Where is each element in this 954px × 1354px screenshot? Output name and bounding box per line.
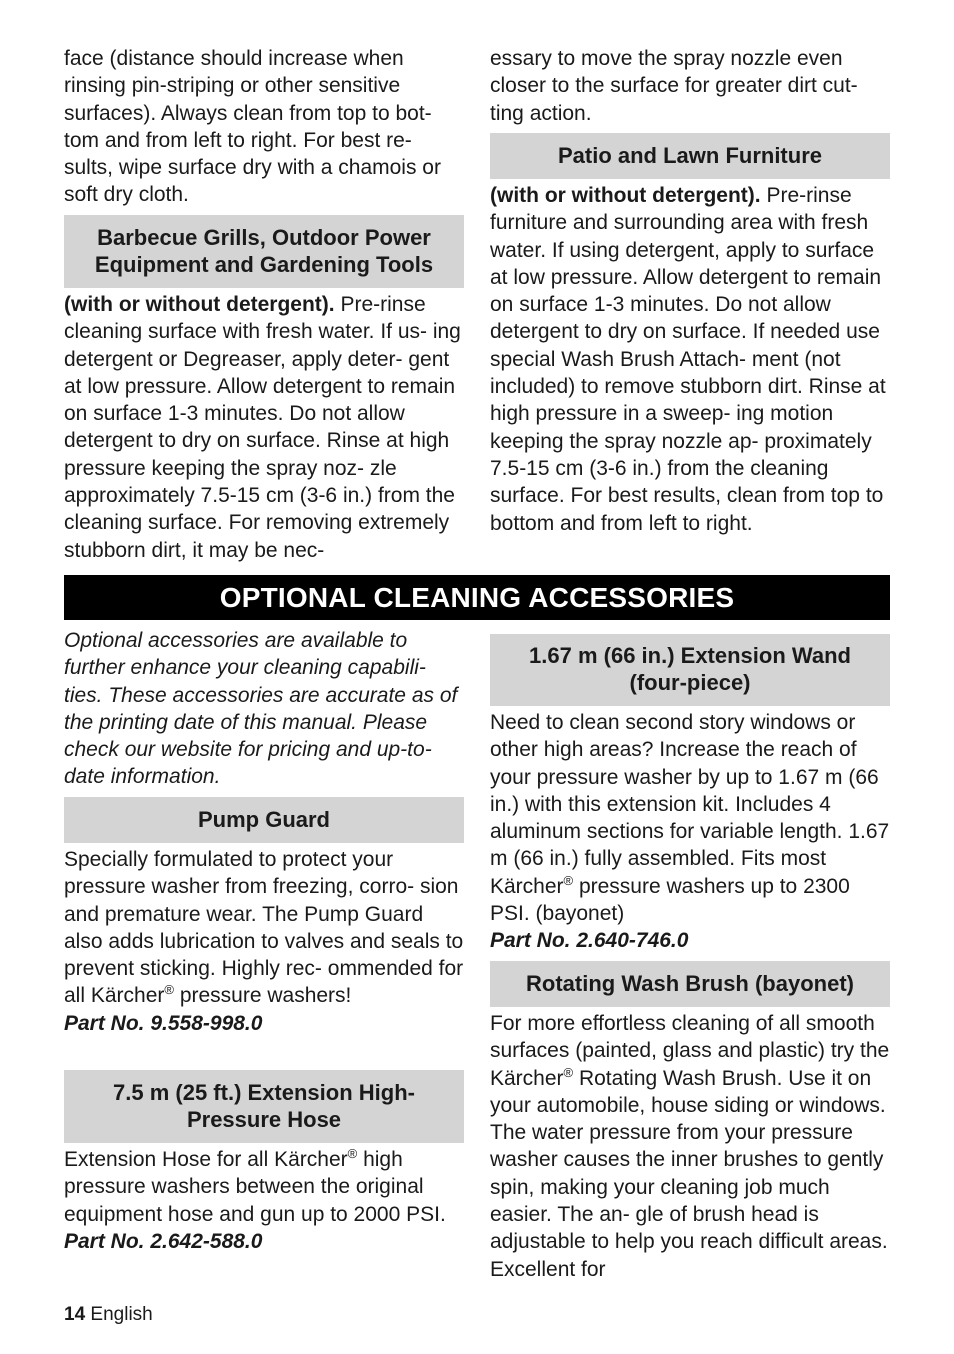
intro-paragraph: Optional accessories are available to further enhance your cleaning capabili- ties. These accessories are accurate as of the printing date of this manual. Please check our website for pricing and up-to-date information. bbox=[64, 629, 458, 789]
wand-body-end: pressure washers up to 2300 PSI. (bayonet) bbox=[490, 874, 850, 926]
continued-paragraph-left: face (distance should increase when rinsing pin-striping or other sensitive surfaces). Always clean from top to bot- tom and from left to right. For best re- sults, wipe surface dry with a chamois or soft dry cloth. bbox=[64, 47, 441, 207]
brush-heading-text: Rotating Wash Brush (bayonet) bbox=[526, 971, 854, 996]
wand-heading-line1: 1.67 m (66 in.) Extension Wand bbox=[529, 643, 851, 668]
patio-section bbox=[490, 182, 890, 537]
footer-language: English bbox=[85, 1304, 153, 1325]
page-footer bbox=[64, 1303, 153, 1327]
right-top-column bbox=[490, 45, 890, 127]
section-banner-title: OPTIONAL CLEANING ACCESSORIES bbox=[219, 582, 735, 613]
hose-heading-line1: 7.5 m (25 ft.) Extension High- bbox=[113, 1080, 415, 1105]
pump-guard-part-number: Part No. 9.558-998.0 bbox=[64, 1011, 263, 1035]
wand-body: Need to clean second story windows or other high areas? Increase the reach of your pressure washer by up to 1.67 m (66 in.) with this extension kit. Includes 4 aluminum sections for variable length. 1.67 m (66 in.) fully assembled. Fits most Kärcher bbox=[490, 711, 890, 898]
brush-section bbox=[490, 1010, 890, 1283]
patio-heading-text: Patio and Lawn Furniture bbox=[557, 143, 822, 168]
pump-guard-section bbox=[64, 846, 464, 1037]
pump-guard-heading-text: Pump Guard bbox=[197, 807, 330, 832]
registered-mark: ® bbox=[563, 872, 574, 888]
bbq-lead: (with or without detergent). bbox=[64, 293, 335, 316]
pump-guard-heading bbox=[64, 797, 464, 843]
bbq-heading-line2: Equipment and Gardening Tools bbox=[94, 252, 434, 277]
bbq-body: Pre-rinse cleaning surface with fresh water. If us- ing detergent or Degreaser, apply deter- gent at low pressure. Allow detergent to remain on surface 1-3 minutes. Do not allow detergent to dry on surface. Rinse at high pressure keeping the spray noz- zle approximately 7.5-15 cm (3-6 in.) from the cleaning surface. For removing extremely stubborn dirt, it may be nec- bbox=[64, 293, 461, 562]
hose-part-number: Part No. 2.642-588.0 bbox=[64, 1229, 263, 1253]
hose-body-end: high pressure washers between the original equipment hose and gun up to 2000 PSI. bbox=[64, 1148, 446, 1226]
hose-paragraph bbox=[64, 1146, 464, 1228]
brush-body: For more effortless cleaning of all smooth surfaces (painted, glass and plastic) try the Kärcher bbox=[490, 1012, 890, 1090]
patio-lead: (with or without detergent). bbox=[490, 184, 761, 207]
pump-guard-body-end: pressure washers! bbox=[173, 984, 352, 1008]
bbq-heading bbox=[64, 215, 464, 288]
patio-paragraph bbox=[490, 182, 890, 537]
patio-heading bbox=[490, 133, 890, 179]
wand-paragraph bbox=[490, 709, 890, 927]
wand-heading bbox=[490, 634, 890, 706]
bbq-heading-line1: Barbecue Grills, Outdoor Power bbox=[97, 225, 431, 250]
page-number: 14 bbox=[64, 1304, 86, 1325]
registered-mark: ® bbox=[347, 1146, 358, 1161]
hose-section bbox=[64, 1146, 464, 1255]
brush-body-end: Rotating Wash Brush. Use it on your automobile, house siding or windows. The water pressure from your pressure washer causes the inner brushes to gently spin, making your cleaning job much easier. The an- gle of brush head is adjustable to help you reach difficult areas. Excellent for bbox=[490, 1066, 888, 1281]
wand-heading-line2: (four-piece) bbox=[629, 670, 751, 695]
hose-heading-line2: Pressure Hose bbox=[186, 1107, 342, 1132]
pump-guard-body: Specially formulated to protect your pressure washer from freezing, corro- sion and premature wear. The Pump Guard also adds lubrication to valves and seals to prevent sticking. Highly rec- ommended for all Kärcher bbox=[64, 848, 464, 1008]
hose-heading bbox=[64, 1070, 464, 1143]
patio-body: Pre-rinse furniture and surrounding area with fresh water. If using detergent, apply to surface at low pressure. Allow detergent to remain on surface 1-3 minutes. Do not allow detergent to dry on surface. If needed use special Wash Brush Attach- ment (not included) to remove stubborn dirt. Rinse at high pressure in a sweep- ing motion keeping the spray nozzle ap- proximately 7.5-15 cm (3-6 in.) from the cleaning surface. For best results, clean from top to bottom and from left to right. bbox=[490, 184, 886, 535]
brush-heading bbox=[490, 961, 890, 1007]
registered-mark: ® bbox=[563, 1064, 574, 1080]
wand-part-number: Part No. 2.640-746.0 bbox=[490, 929, 689, 953]
bbq-paragraph bbox=[64, 291, 464, 564]
section-banner bbox=[64, 575, 890, 620]
pump-guard-paragraph bbox=[64, 846, 464, 1010]
wand-section bbox=[490, 709, 890, 955]
registered-mark: ® bbox=[164, 982, 174, 998]
bbq-section bbox=[64, 291, 464, 564]
hose-body: Extension Hose for all Kärcher bbox=[64, 1148, 348, 1171]
left-top-column bbox=[64, 45, 464, 209]
brush-paragraph bbox=[490, 1010, 890, 1283]
continued-paragraph-right: essary to move the spray nozzle even closer to the surface for greater dirt cut- ting action. bbox=[490, 47, 858, 125]
intro-section bbox=[64, 627, 464, 791]
